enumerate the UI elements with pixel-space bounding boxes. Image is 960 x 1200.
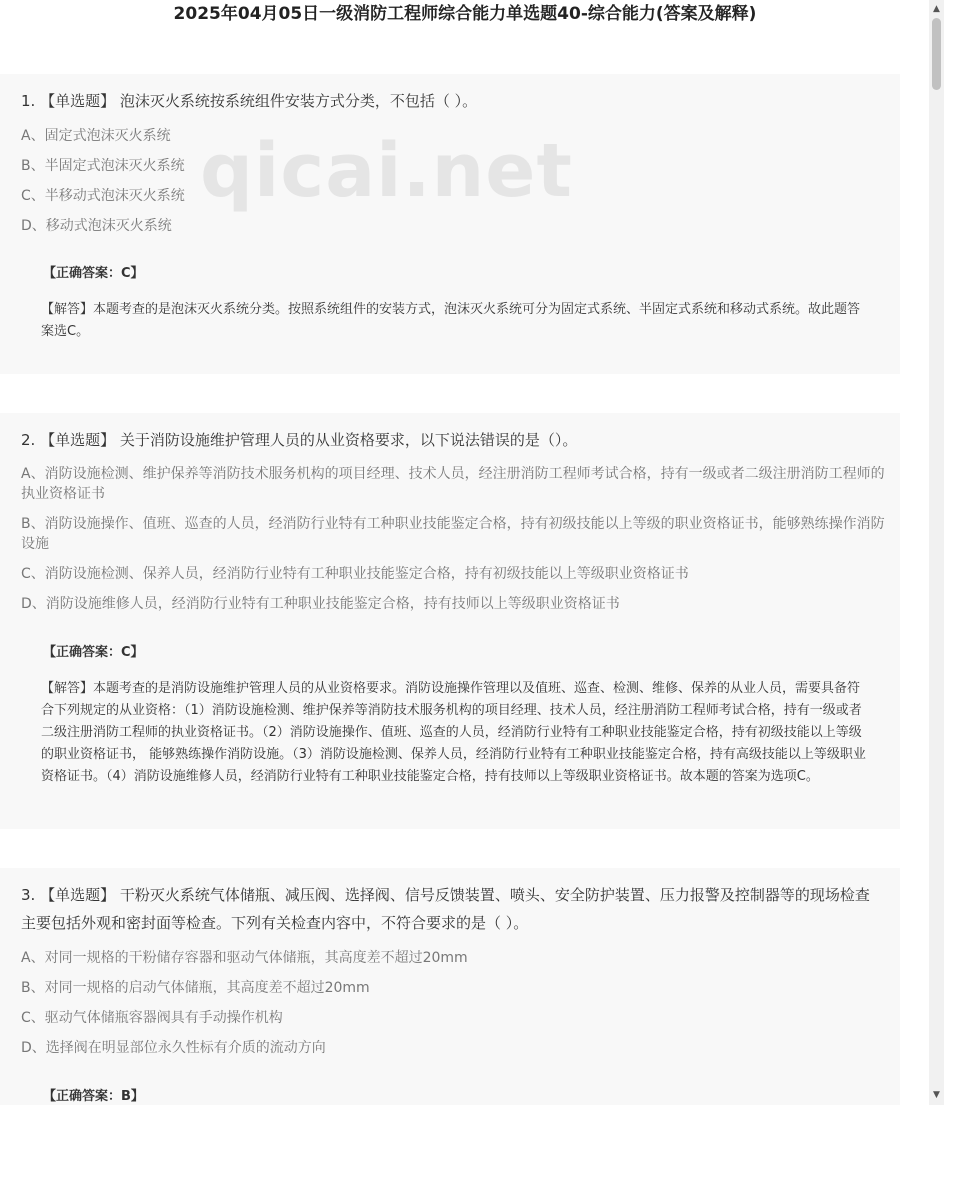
correct-answer: 【正确答案：C】: [43, 645, 144, 660]
option-c: C、消防设施检测、保养人员，经消防行业特有工种职业技能鉴定合格，持有初级技能以上等级职业资格证书: [21, 566, 689, 582]
question-text: 关于消防设施维护管理人员的从业资格要求，以下说法错误的是（）。: [119, 431, 578, 449]
scrollbar-thumb[interactable]: [932, 18, 941, 90]
option-d: D、移动式泡沫灭火系统: [21, 218, 172, 234]
scroll-down-arrow-icon[interactable]: ▼: [933, 1090, 940, 1100]
option-c: C、半移动式泡沫灭火系统: [21, 188, 185, 204]
question-card-2: [0, 413, 900, 829]
option-b: B、半固定式泡沫灭火系统: [21, 158, 185, 174]
question-stem-1: [21, 87, 878, 115]
question-type: 【单选题】: [40, 92, 116, 110]
correct-answer: 【正确答案：B】: [43, 1089, 144, 1104]
option-d: D、消防设施维修人员，经消防行业特有工种职业技能鉴定合格，持有技师以上等级职业资格证书: [21, 596, 620, 612]
watermark: qicai.net: [200, 128, 573, 214]
question-type: 【单选题】: [40, 886, 116, 904]
option-a: A、消防设施检测、维护保养等消防技术服务机构的项目经理、技术人员，经注册消防工程师考试合格，持有一级或者二级注册消防工程师的执业资格证书: [21, 466, 885, 502]
page-title: 2025年04月05日一级消防工程师综合能力单选题40-综合能力(答案及解释): [173, 4, 757, 24]
question-text: 泡沫灭火系统按系统组件安装方式分类，不包括（ ）。: [119, 92, 478, 110]
answer-explanation: 【解答】本题考查的是消防设施维护管理人员的从业资格要求。消防设施操作管理以及值班、巡查、检测、维修、保养的从业人员，需要具备符合下列规定的从业资格：（1）消防设施检测、维护保养等消防技术服务机构的项目经理、技术人员，经注册消防工程师考试合格，持有一级或者二级注册消防工程师的执业资格证书。（2）消防设施操作、值班、巡查的人员，经消防行业特有工种职业技能鉴定合格，持有初级技能以上等级的职业资格证书， 能够熟练操作消防设施。（3）消防设施检测、保养人员，经消防行业特有工种职业技能鉴定合格，持有高级技能以上等级职业资格证书。（4）消防设施维修人员，经消防行业特有工种职业技能鉴定合格，持有技师以上等级职业资格证书。故本题的答案为选项C。: [41, 681, 866, 784]
option-a: A、对同一规格的干粉储存容器和驱动气体储瓶，其高度差不超过20mm: [21, 950, 468, 966]
question-type: 【单选题】: [40, 431, 116, 449]
scroll-up-arrow-icon[interactable]: ▲: [933, 4, 940, 14]
vertical-scrollbar[interactable]: [929, 0, 944, 1105]
correct-answer: 【正确答案：C】: [43, 266, 144, 281]
question-stem-3: [21, 881, 878, 937]
question-text: 干粉灭火系统气体储瓶、减压阀、选择阀、信号反馈装置、喷头、安全防护装置、压力报警及控制器等的现场检查主要包括外观和密封面等检查。下列有关检查内容中，不符合要求的是（ ）。: [21, 886, 870, 932]
question-card-1: [0, 74, 900, 374]
option-b: B、对同一规格的启动气体储瓶，其高度差不超过20mm: [21, 980, 370, 996]
option-d: D、选择阀在明显部位永久性标有介质的流动方向: [21, 1040, 326, 1056]
option-a: A、固定式泡沫灭火系统: [21, 128, 171, 144]
question-number: 1.: [21, 92, 36, 110]
question-number: 3.: [21, 886, 36, 904]
question-stem-2: [21, 426, 878, 454]
question-card-3: [0, 868, 900, 1105]
answer-explanation: 【解答】本题考查的是泡沫灭火系统分类。按照系统组件的安装方式，泡沫灭火系统可分为固定式系统、半固定式系统和移动式系统。故此题答案选C。: [41, 302, 861, 339]
option-c: C、驱动气体储瓶容器阀具有手动操作机构: [21, 1010, 283, 1026]
question-number: 2.: [21, 431, 36, 449]
option-b: B、消防设施操作、值班、巡查的人员，经消防行业特有工种职业技能鉴定合格，持有初级技能以上等级的职业资格证书，能够熟练操作消防设施: [21, 516, 885, 552]
